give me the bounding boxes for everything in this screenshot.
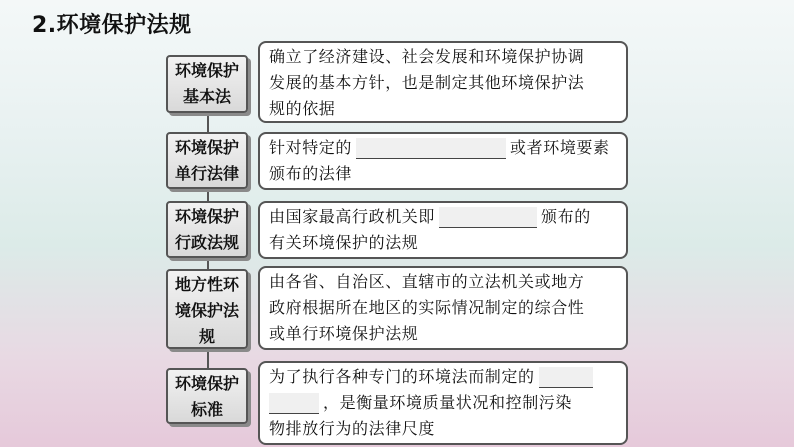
label-line: 规 bbox=[198, 327, 215, 346]
desc-text: 为了执行各种专门的环境法而制定的 bbox=[269, 367, 535, 386]
label-single-law bbox=[166, 132, 248, 189]
label-line: 境保护法 bbox=[174, 301, 239, 320]
answer-blank[interactable] bbox=[356, 138, 506, 159]
desc-text: 或者环境要素 bbox=[510, 138, 610, 157]
answer-blank[interactable] bbox=[439, 207, 537, 228]
desc-text: 针对特定的 bbox=[269, 138, 353, 157]
desc-local-regulation bbox=[258, 266, 628, 350]
desc-line: 由各省、自治区、直辖市的立法机关或地方 bbox=[269, 272, 585, 291]
desc-line: 确立了经济建设、社会发展和环境保护协调 bbox=[269, 47, 585, 66]
label-basic-law bbox=[166, 55, 248, 113]
label-line: 环境保护 bbox=[174, 138, 239, 157]
answer-blank[interactable] bbox=[539, 367, 593, 388]
desc-single-law bbox=[258, 132, 628, 190]
desc-line: 颁布的法律 bbox=[269, 164, 353, 183]
desc-line: 规的依据 bbox=[269, 99, 336, 118]
desc-line: 有关环境保护的法规 bbox=[269, 233, 419, 252]
label-standard bbox=[166, 368, 248, 424]
label-admin-regulation bbox=[166, 201, 248, 258]
label-line: 环境保护 bbox=[174, 61, 239, 80]
section-title: 2.环境保护法规 bbox=[32, 13, 192, 38]
desc-line: 发展的基本方针，也是制定其他环境保护法 bbox=[269, 73, 585, 92]
label-line: 基本法 bbox=[182, 87, 231, 106]
desc-line: 物排放行为的法律尺度 bbox=[269, 419, 436, 438]
label-line: 行政法规 bbox=[174, 233, 239, 252]
desc-text: ，是衡量环境质量状况和控制污染 bbox=[323, 393, 573, 412]
desc-basic-law bbox=[258, 41, 628, 123]
desc-line: 政府根据所在地区的实际情况制定的综合性 bbox=[269, 298, 585, 317]
label-line: 环境保护 bbox=[174, 207, 239, 226]
desc-text: 颁布的 bbox=[541, 207, 591, 226]
label-line: 地方性环 bbox=[174, 275, 239, 294]
label-local-regulation bbox=[166, 269, 248, 349]
label-line: 单行法律 bbox=[174, 164, 239, 183]
desc-line: 或单行环境保护法规 bbox=[269, 324, 419, 343]
desc-standard bbox=[258, 361, 628, 445]
desc-text: 由国家最高行政机关即 bbox=[269, 207, 436, 226]
label-line: 标准 bbox=[190, 400, 223, 419]
label-line: 环境保护 bbox=[174, 374, 239, 393]
answer-blank[interactable] bbox=[269, 393, 319, 414]
desc-admin-regulation bbox=[258, 201, 628, 259]
